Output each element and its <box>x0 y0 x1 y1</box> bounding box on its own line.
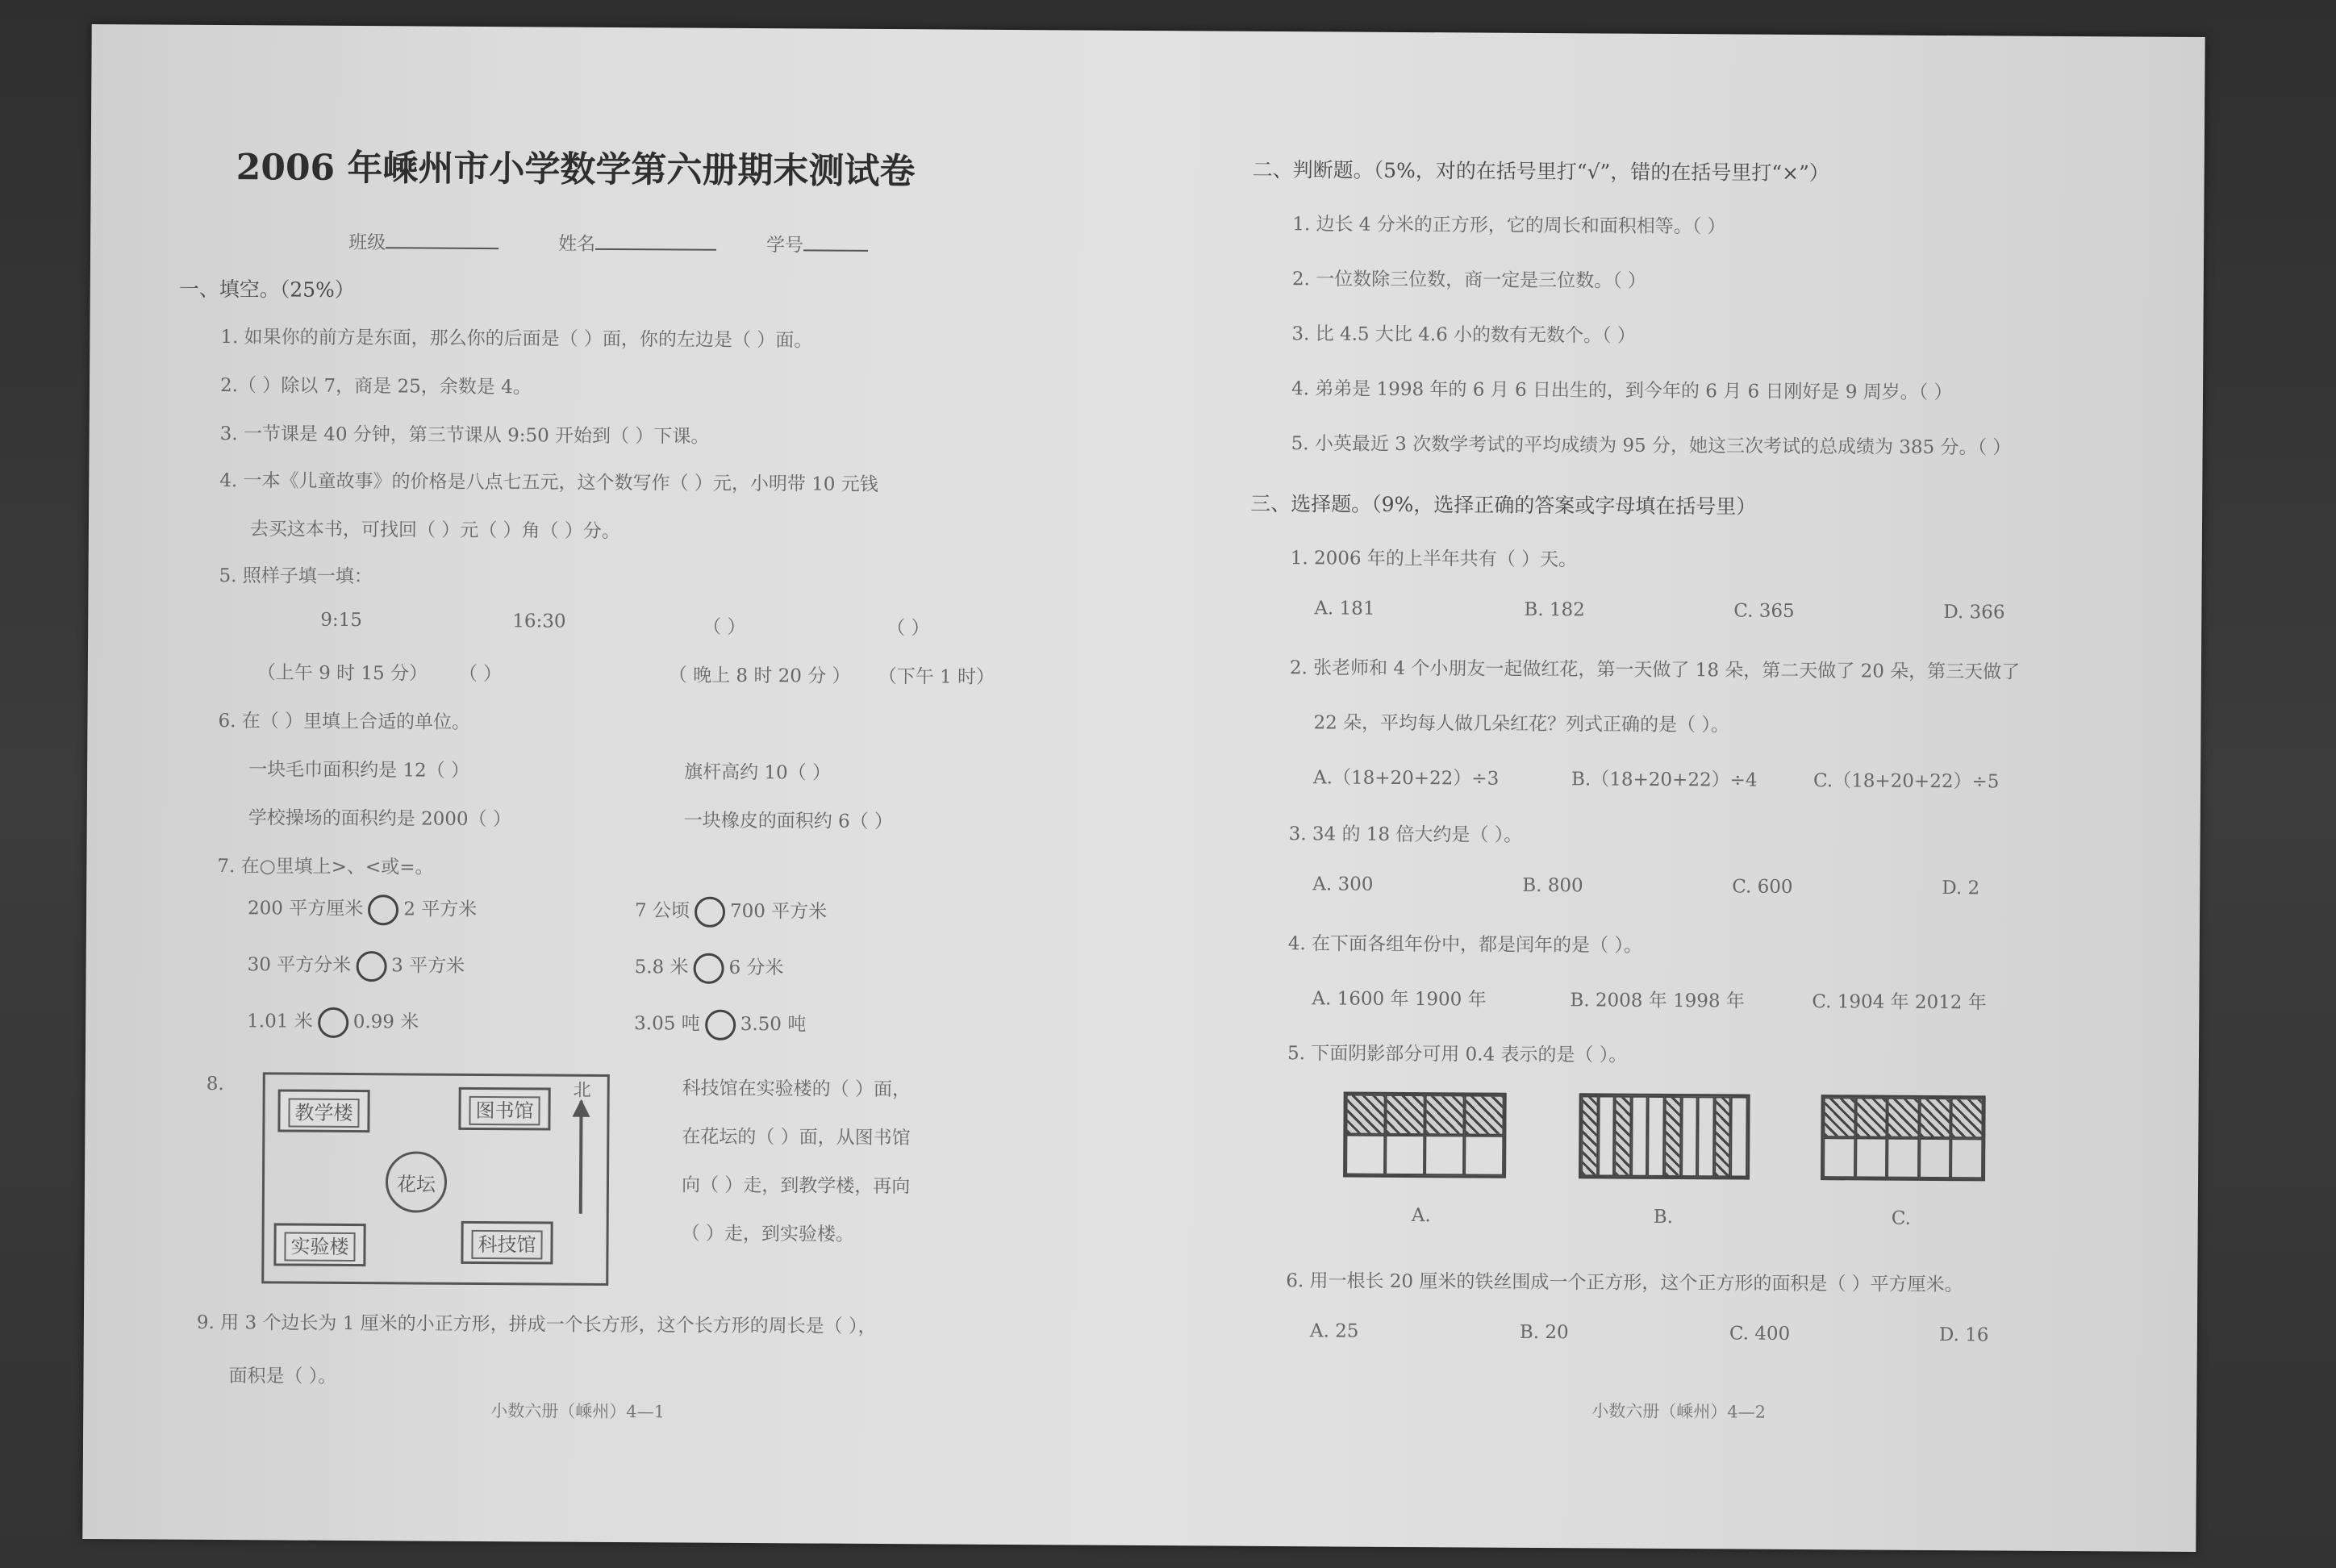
compare-circle[interactable] <box>318 1007 348 1038</box>
map-science-museum: 科技馆 <box>461 1221 553 1265</box>
p2-item-4: 4. 弟弟是 1998 年的 6 月 6 日出生的，到今年的 6 月 6 日刚好是 9 周岁。（ ） <box>1291 378 1953 404</box>
name-field[interactable] <box>558 229 716 256</box>
p1-q1: 1. 如果你的前方是东面，那么你的后面是（ ）面，你的左边是（ ）面。 <box>220 326 813 352</box>
right-footer: 小数六册（嵊州）4—2 <box>1591 1401 1767 1422</box>
q6-item-2: 旗杆高约 10（ ） <box>684 761 832 784</box>
q8-text-1: 科技馆在实验楼的（ ）面， <box>682 1078 911 1101</box>
campus-map <box>261 1072 610 1286</box>
class-line <box>386 231 498 249</box>
p3-q2a: 2. 张老师和 4 个小朋友一起做红花，第一天做了 18 朵，第二天做了 20 朵，第三天做了 <box>1289 657 2021 683</box>
name-line <box>595 232 716 251</box>
fraction-figure-b <box>1579 1093 1750 1179</box>
q5-word-3: （ 晚上 8 时 20 分 ） <box>668 665 851 687</box>
q7-row-3a: 1.01 米 0.99 米 <box>247 1006 419 1038</box>
number-line <box>803 233 868 251</box>
left-footer: 小数六册（嵊州）4—1 <box>490 1401 665 1422</box>
name-label: 姓名 <box>558 233 596 255</box>
q6-item-3: 学校操场的面积约是 2000（ ） <box>248 807 511 831</box>
p3-q6-opt-a: A. 25 <box>1309 1320 1359 1342</box>
p3-q1-opt-c: C. 365 <box>1733 600 1795 622</box>
q8-text-3: 向（ ）走，到教学楼，再向 <box>681 1174 911 1198</box>
q7-row-1b: 7 公顷 700 平方米 <box>635 895 827 928</box>
p2-item-5: 5. 小英最近 3 次数学考试的平均成绩为 95 分，她这三次考试的总成绩为 385 分。（ ） <box>1291 433 2012 459</box>
p3-q4-opt-a: A. 1600 年 1900 年 <box>1312 988 1487 1011</box>
map-lab-building: 实验楼 <box>273 1223 365 1266</box>
q7-row-3b: 3.05 吨 3.50 吨 <box>634 1008 806 1040</box>
p3-q1-opt-b: B. 182 <box>1524 598 1585 621</box>
compare-circle[interactable] <box>356 951 386 982</box>
compare-circle[interactable] <box>693 953 724 984</box>
p1-q2: 2.（ ）除以 7，商是 25，余数是 4。 <box>219 374 532 398</box>
compare-circle[interactable] <box>695 897 725 928</box>
q5-time-1: 9:15 <box>320 609 362 632</box>
p3-q6-opt-c: C. 400 <box>1729 1323 1791 1345</box>
p3-q1-opt-a: A. 181 <box>1314 598 1375 619</box>
number-label: 学号 <box>766 235 804 256</box>
p1-q3: 3. 一节课是 40 分钟，第三节课从 9:50 开始到（ ）下课。 <box>219 423 710 448</box>
q5-word-2: （ ） <box>458 663 503 686</box>
compare-circle[interactable] <box>368 895 398 925</box>
p3-q4-opt-c: C. 1904 年 2012 年 <box>1812 991 1987 1014</box>
part1-heading: 一、填空。（25%） <box>178 277 355 302</box>
q5-word-4: （下午 1 时） <box>878 665 995 688</box>
part3-heading: 三、选择题。（9%，选择正确的答案或字母填在括号里） <box>1250 491 1757 519</box>
p1-q8-number: 8. <box>206 1073 224 1095</box>
p3-q4: 4. 在下面各组年份中，都是闰年的是（ ）。 <box>1287 933 1642 957</box>
p1-q9b: 面积是（ ）。 <box>228 1366 337 1387</box>
p1-q9a: 9. 用 3 个边长为 1 厘米的小正方形，拼成一个长方形，这个长方形的周长是（ ）， <box>196 1312 877 1337</box>
fraction-figure-c <box>1821 1095 1986 1181</box>
p1-q7: 7. 在○里填上>、<或=。 <box>217 855 434 878</box>
p1-q4a: 4. 一本《儿童故事》的价格是八点七五元，这个数写作（ ）元，小明带 10 元钱 <box>219 469 878 495</box>
left-page <box>82 24 1148 1545</box>
p1-q4b: 去买这本书，可找回（ ）元（ ）角（ ）分。 <box>249 519 620 543</box>
class-label: 班级 <box>348 231 386 254</box>
p2-item-2: 2. 一位数除三位数，商一定是三位数。（ ） <box>1291 269 1647 292</box>
p1-q6: 6. 在（ ）里填上合适的单位。 <box>218 710 471 733</box>
p3-q1-opt-d: D. 366 <box>1943 602 2005 623</box>
exam-title: 2006 年嵊州市小学数学第六册期末测试卷 <box>236 147 916 193</box>
p3-q6-opt-b: B. 20 <box>1519 1321 1569 1344</box>
p3-q5: 5. 下面阴影部分可用 0.4 表示的是（ ）。 <box>1287 1043 1628 1066</box>
p3-q2-opt-b: B.（18+20+22）÷4 <box>1571 769 1758 791</box>
right-page <box>1212 31 2196 1552</box>
p3-q3-opt-a: A. 300 <box>1312 874 1374 895</box>
q8-text-2: 在花坛的（ ）面，从图书馆 <box>682 1126 911 1149</box>
p3-q3-opt-c: C. 600 <box>1732 876 1793 898</box>
p3-q3-opt-d: D. 2 <box>1942 878 1980 899</box>
map-library: 图书馆 <box>458 1087 550 1131</box>
p3-q1: 1. 2006 年的上半年共有（ ）天。 <box>1290 548 1578 571</box>
p2-item-1: 1. 边长 4 分米的正方形，它的周长和面积相等。（ ） <box>1292 214 1726 238</box>
north-arrow-icon <box>579 1101 583 1214</box>
p1-q5: 5. 照样子填一填： <box>219 565 373 588</box>
p3-q2-opt-a: A.（18+20+22）÷3 <box>1313 767 1500 790</box>
figure-label-c: C. <box>1891 1207 1911 1229</box>
compare-circle[interactable] <box>705 1010 736 1040</box>
p2-item-3: 3. 比 4.5 大比 4.6 小的数有无数个。（ ） <box>1291 323 1636 347</box>
q5-time-2: 16:30 <box>512 611 566 632</box>
map-teaching-building: 教学楼 <box>277 1089 369 1132</box>
q6-item-4: 一块橡皮的面积约 6（ ） <box>683 810 894 833</box>
class-field[interactable] <box>348 227 498 255</box>
q5-time-4: （ ） <box>886 618 930 640</box>
p3-q2-opt-c: C.（18+20+22）÷5 <box>1812 770 2000 793</box>
figure-label-b: B. <box>1653 1206 1674 1228</box>
q7-row-1a: 200 平方厘米 2 平方米 <box>248 893 477 926</box>
part2-heading: 二、判断题。（5%，对的在括号里打“√”，错的在括号里打“×”） <box>1252 157 1829 186</box>
north-label: 北 <box>573 1080 591 1101</box>
figure-label-a: A. <box>1411 1205 1431 1227</box>
p3-q3-opt-b: B. 800 <box>1522 874 1583 897</box>
number-field[interactable] <box>766 230 868 257</box>
q7-row-2a: 30 平方分米 3 平方米 <box>248 949 465 982</box>
p3-q6: 6. 用一根长 20 厘米的铁丝围成一个正方形，这个正方形的面积是（ ）平方厘米。 <box>1286 1270 1963 1296</box>
p3-q2b: 22 朵，平均每人做几朵红花？列式正确的是（ ）。 <box>1313 712 1729 736</box>
p3-q4-opt-b: B. 2008 年 1998 年 <box>1570 990 1746 1012</box>
p3-q6-opt-d: D. 16 <box>1938 1324 1989 1346</box>
map-flower-bed: 花坛 <box>386 1151 447 1212</box>
fraction-figure-a <box>1343 1092 1507 1178</box>
q8-text-4: （ ）走，到实验楼。 <box>681 1223 855 1245</box>
q5-time-3: （ ） <box>703 616 746 638</box>
p3-q3: 3. 34 的 18 倍大约是（ ）。 <box>1288 824 1523 846</box>
q5-word-1: （上午 9 时 15 分） <box>257 662 428 685</box>
q7-row-2b: 5.8 米 6 分米 <box>635 952 784 984</box>
exam-paper <box>82 24 2205 1552</box>
q6-item-1: 一块毛巾面积约是 12（ ） <box>248 759 470 782</box>
